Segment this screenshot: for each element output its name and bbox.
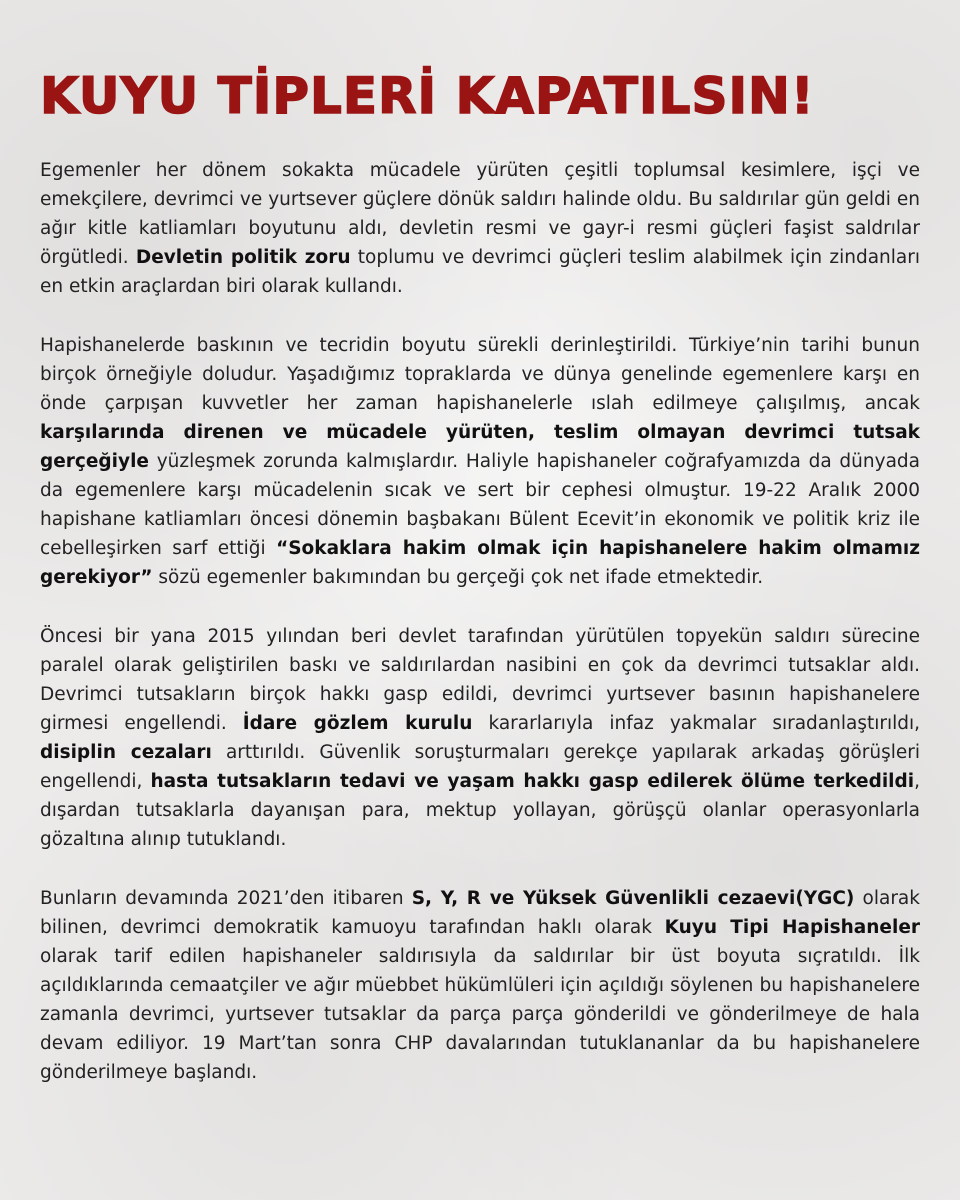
emphasized-text: İdare gözlem kurulu <box>242 713 473 734</box>
emphasized-text: S, Y, R ve Yüksek Güvenlikli cezaevi(YGC) <box>411 888 855 909</box>
emphasized-text: “Sokaklara hakim olmak için hapishanelere hakim olmamız gerekiyor” <box>40 538 920 588</box>
page-title: KUYU TİPLERİ KAPATILSIN! <box>40 67 815 125</box>
text-segment: kararlarıyla infaz yakmalar sıradanlaştırıldı, <box>472 713 920 734</box>
text-segment: Hapishanelerde baskının ve tecridin boyutu sürekli derinleştirildi. Türkiye’nin tarihi bunun birçok örneğiyle doludur. Yaşadığımız topraklarda ve dünya genelinde egemenlere karşı en önde çarpışan kuvvetler her zaman hapishanelerle ıslah edilmeye çalışılmış, ancak <box>40 335 920 414</box>
text-segment: olarak bilinen, devrimci demokratik kamuoyu tarafından haklı olarak <box>40 888 920 938</box>
paragraph <box>40 156 920 301</box>
document-body <box>40 156 920 1087</box>
text-segment: arttırıldı. Güvenlik soruşturmaları gerekçe yapılarak arkadaş görüşleri engellendi, <box>40 742 920 792</box>
paragraph <box>40 331 920 592</box>
text-segment: Bunların devamında 2021’den itibaren <box>40 888 412 909</box>
emphasized-text: Devletin politik zoru <box>135 247 351 268</box>
text-segment: , dışardan tutsaklarla dayanışan para, mektup yollayan, görüşçü olanlar operasyonlarla gözaltına alınıp tutuklandı. <box>40 771 920 850</box>
paragraph <box>40 622 920 854</box>
emphasized-text: karşılarında direnen ve mücadele yürüten, teslim olmayan devrimci tutsak gerçeğiyle <box>40 422 920 472</box>
text-segment: yüzleşmek zorunda kalmışlardır. Haliyle hapishaneler coğrafyamızda da dünyada da egemenlere karşı mücadelenin sıcak ve sert bir cephesi olmuştur. 19-22 Aralık 2000 hapishane katliamları öncesi dönemin başbakanı Bülent Ecevit’in ekonomik ve politik kriz ile cebelleşirken sarf ettiği <box>40 451 920 559</box>
text-segment: Öncesi bir yana 2015 yılından beri devlet tarafından yürütülen topyekün saldırı sürecine paralel olarak geliştirilen baskı ve saldırılardan nasibini en çok da devrimci tutsaklar aldı. Devrimci tutsakların birçok hakkı gasp edildi, devrimci yurtsever basının hapishanelere girmesi engellendi. <box>40 626 920 734</box>
emphasized-text: Kuyu Tipi Hapishaneler <box>664 917 920 938</box>
emphasized-text: hasta tutsakların tedavi ve yaşam hakkı gasp edilerek ölüme terkedildi <box>150 771 915 792</box>
text-segment: olarak tarif edilen hapishaneler saldırısıyla da saldırılar bir üst boyuta sıçratıldı. İlk açıldıklarında cemaatçiler ve ağır müebbet hükümlüleri için açıldığı söylenen bu hapishanelere zamanla devrimci, yurtsever tutsaklar da parça parça gönderildi ve gönderilmeye de hala devam ediliyor. 19 Mart’tan sonra CHP davalarından tutuklananlar da bu hapishanelere gönderilmeye başlandı. <box>40 946 920 1083</box>
paragraph <box>40 884 920 1087</box>
text-segment: Egemenler her dönem sokakta mücadele yürüten çeşitli toplumsal kesimlere, işçi ve emekçilere, devrimci ve yurtsever güçlere dönük saldırı halinde oldu. Bu saldırılar gün geldi en ağır kitle katliamları boyutunu aldı, devletin resmi ve gayr-i resmi güçleri faşist saldrılar örgütledi. <box>40 160 920 268</box>
emphasized-text: disiplin cezaları <box>40 742 212 763</box>
text-segment: sözü egemenler bakımından bu gerçeği çok net ifade etmektedir. <box>152 567 764 588</box>
text-segment: toplumu ve devrimci güçleri teslim alabilmek için zindanları en etkin araçlardan biri olarak kullandı. <box>40 247 920 297</box>
